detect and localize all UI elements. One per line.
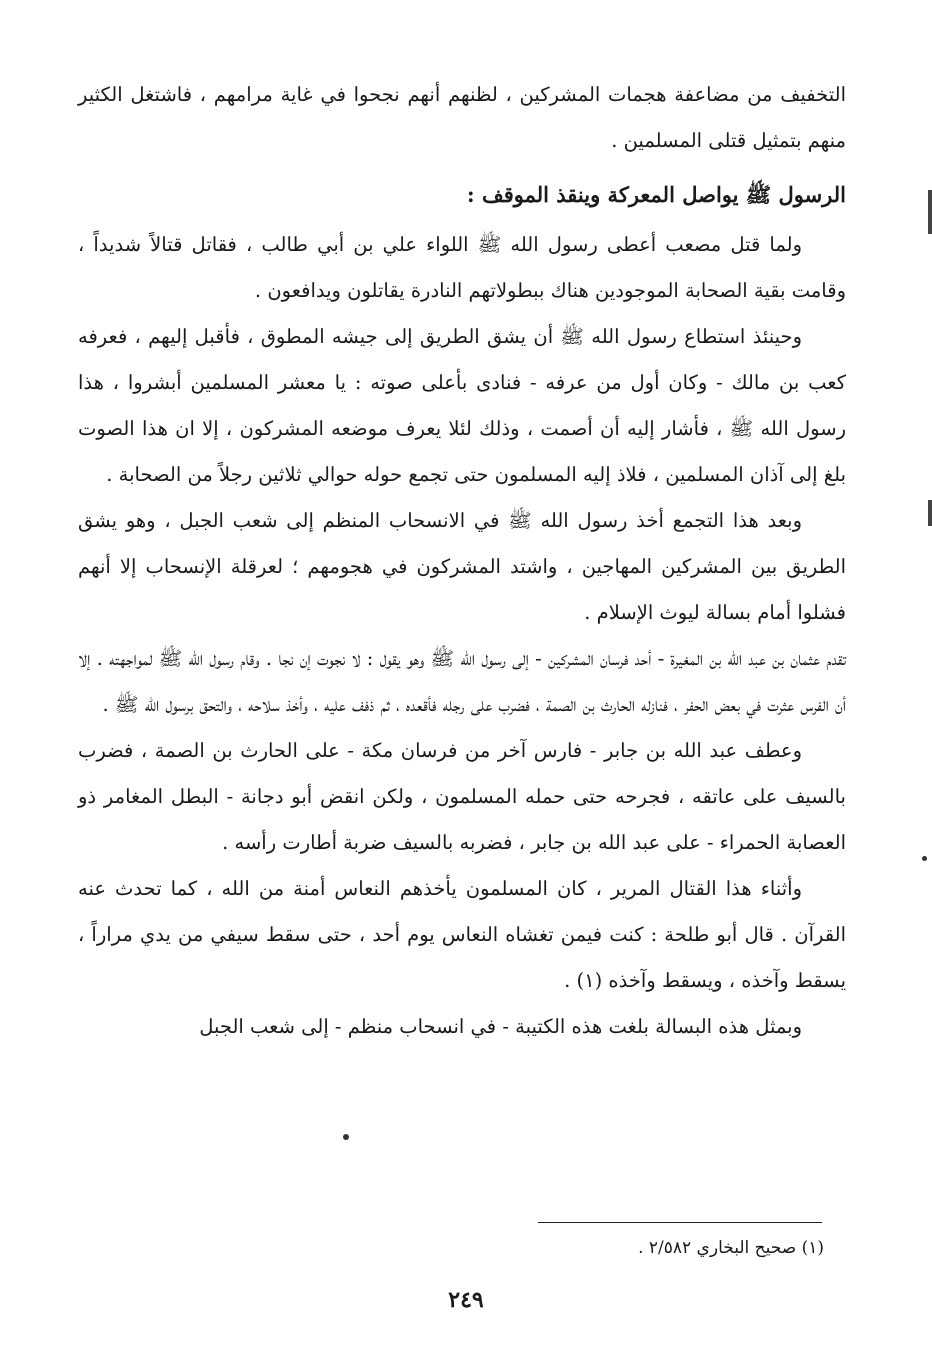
paragraph: ولما قتل مصعب أعطى رسول الله ﷺ اللواء علي بن أبي طالب ، فقاتل قتالاً شديداً ، وقامت بقية الصحابة الموجودين هناك ببطولاتهم النادرة يقاتلون ويدافعون . [78, 233, 846, 302]
paragraph: وبعد هذا التجمع أخذ رسول الله ﷺ في الانسحاب المنظم إلى شعب الجبل ، وهو يشق الطريق بين المشركين المهاجين ، واشتد المشركون في هجومهم ؛ لعرقلة الإنسحاب إلا أنهم فشلوا أمام بسالة ليوث الإسلام . [78, 509, 846, 624]
scan-speck [343, 1134, 349, 1140]
paragraph: تقدم عثمان بن عبد الله بن المغيرة - أحد فرسان المشركين - إلى رسول الله ﷺ وهو يقول : لا نجوت إن نجا . وقام رسول الله ﷺ لمواجهته . إلا أن الفرس عثرت في بعض الحفر ، فنازله الحارث بن الصمة ، فضرب على رجله فأقعده ، ثم ذفف عليه ، وأخذ سلاحه ، والتحق برسول الله ﷺ . [78, 647, 846, 716]
paragraph: وعطف عبد الله بن جابر - فارس آخر من فرسان مكة - على الحارث بن الصمة ، فضرب بالسيف على عاتقه ، فجرحه حتى حمله المسلمون ، ولكن انقض أبو دجانة - البطل المغامر ذو العصابة الحمراء - على عبد الله بن جابر ، فضربه بالسيف ضربة أطارت رأسه . [78, 739, 846, 854]
paragraph: وحينئذ استطاع رسول الله ﷺ أن يشق الطريق إلى جيشه المطوق ، فأقبل إليهم ، فعرفه كعب بن مالك - وكان أول من عرفه - فنادى بأعلى صوته : يا معشر المسلمين أبشروا ، هذا رسول الله ﷺ ، فأشار إليه أن أصمت ، وذلك لئلا يعرف موضعه المشركون ، إلا ان هذا الصوت بلغ إلى آذان المسلمين ، فلاذ إليه المسلمون حتى تجمع حوله حوالي ثلاثين رجلاً من الصحابة . [78, 325, 846, 486]
paragraph: وأثناء هذا القتال المرير ، كان المسلمون يأخذهم النعاس أمنة من الله ، كما تحدث عنه القرآن . قال أبو طلحة : كنت فيمن تغشاه النعاس يوم أحد ، حتى سقط سيفي من يدي مراراً ، يسقط وآخذه ، ويسقط وآخذه (١) . [78, 877, 846, 992]
main-text-column [78, 72, 846, 1050]
scan-speck [922, 856, 927, 861]
page-number: ٢٤٩ [448, 1287, 484, 1313]
paragraph-continuation: التخفيف من مضاعفة هجمات المشركين ، لظنهم أنهم نجحوا في غاية مرامهم ، فاشتغل الكثير منهم بتمثيل قتلى المسلمين . [78, 83, 846, 152]
paragraph: وبمثل هذه البسالة بلغت هذه الكتيبة - في انسحاب منظم - إلى شعب الجبل [199, 1015, 802, 1038]
footnote: (١) صحيح البخاري ٢/٥٨٢ . [638, 1238, 824, 1258]
scan-edge-mark [928, 190, 932, 234]
section-heading: الرسول ﷺ يواصل المعركة وينقذ الموقف : [466, 182, 846, 207]
scan-edge-mark [928, 500, 932, 526]
footnote-divider [538, 1222, 822, 1223]
